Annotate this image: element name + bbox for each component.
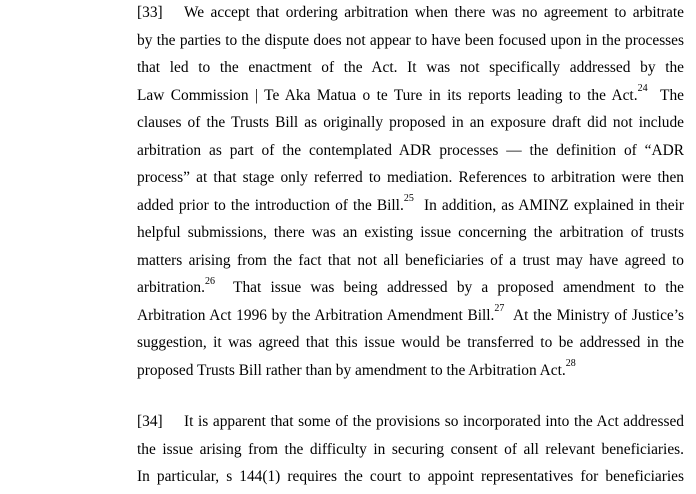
text-line <box>137 219 684 247</box>
text-line <box>137 0 684 27</box>
line-text: by the parties to the dispute does not appear to have been focused upon in the processes <box>137 31 684 49</box>
text-line <box>137 192 684 220</box>
text-line <box>137 408 684 436</box>
footnote-ref-24[interactable]: 24 <box>637 83 648 95</box>
text-line <box>137 247 684 275</box>
text-line <box>137 329 684 357</box>
text-line <box>137 27 684 55</box>
footnote-ref-25[interactable]: 25 <box>403 193 414 205</box>
text-line <box>137 109 684 137</box>
footnote-ref-26[interactable]: 26 <box>204 275 215 287</box>
line-text: arbitration. <box>137 279 205 296</box>
line-text: the issue arising from the difficulty in securing consent of all relevant beneficiaries. <box>137 440 684 458</box>
line-text: helpful submissions, there was an existing issue concerning the arbitration of trusts <box>137 224 684 241</box>
text-line <box>137 357 684 385</box>
text-line <box>137 274 684 302</box>
text-line <box>137 137 684 165</box>
text-line <box>137 82 684 110</box>
line-text: Law Commission | Te Aka Matua o te Ture in its reports leading to the Act. <box>137 86 638 104</box>
footnote-ref-28[interactable]: 28 <box>565 358 576 370</box>
line-text: arbitration as part of the contemplated ADR processes — the definition of “ADR <box>137 141 684 159</box>
paragraph-33 <box>137 0 684 384</box>
line-text: that led to the enactment of the Act. It was not specifically addressed by the <box>137 59 684 76</box>
paragraph-number: [33] <box>137 4 163 21</box>
text-line <box>137 463 684 491</box>
line-text: clauses of the Trusts Bill as originally proposed in an exposure draft did not include <box>137 114 684 131</box>
line-text: proposed Trusts Bill rather than by amendment to the Arbitration Act. <box>137 361 566 379</box>
line-text: In particular, s 144(1) requires the court to appoint representatives for beneficiaries <box>137 468 684 485</box>
line-text: It is apparent that some of the provisions so incorporated into the Act addressed <box>184 413 684 430</box>
text-line <box>137 302 684 330</box>
line-text: matters arising from the fact that not all beneficiaries of a trust may have agreed to <box>137 251 684 269</box>
text-line <box>137 436 684 464</box>
line-text: Arbitration Act 1996 by the Arbitration Amendment Bill. <box>137 306 495 324</box>
paragraph-34 <box>137 408 684 491</box>
paragraph-number: [34] <box>137 413 163 430</box>
line-text: We accept that ordering arbitration when there was no agreement to arbitrate <box>184 4 684 21</box>
line-text: At the Ministry of Justice’s <box>504 306 684 324</box>
line-text: In addition, as AMINZ explained in their <box>413 196 684 214</box>
text-line <box>137 54 684 82</box>
line-text: suggestion, it was agreed that this issue would be transferred to be addressed in the <box>137 334 684 351</box>
line-text: added prior to the introduction of the Bill. <box>137 196 404 214</box>
line-text: process” at that stage only referred to mediation. References to arbitration were then <box>137 169 684 186</box>
line-text: The <box>647 86 684 104</box>
line-text: That issue was being addressed by a proposed amendment to the <box>214 279 684 296</box>
footnote-ref-27[interactable]: 27 <box>494 303 505 315</box>
text-line <box>137 164 684 192</box>
